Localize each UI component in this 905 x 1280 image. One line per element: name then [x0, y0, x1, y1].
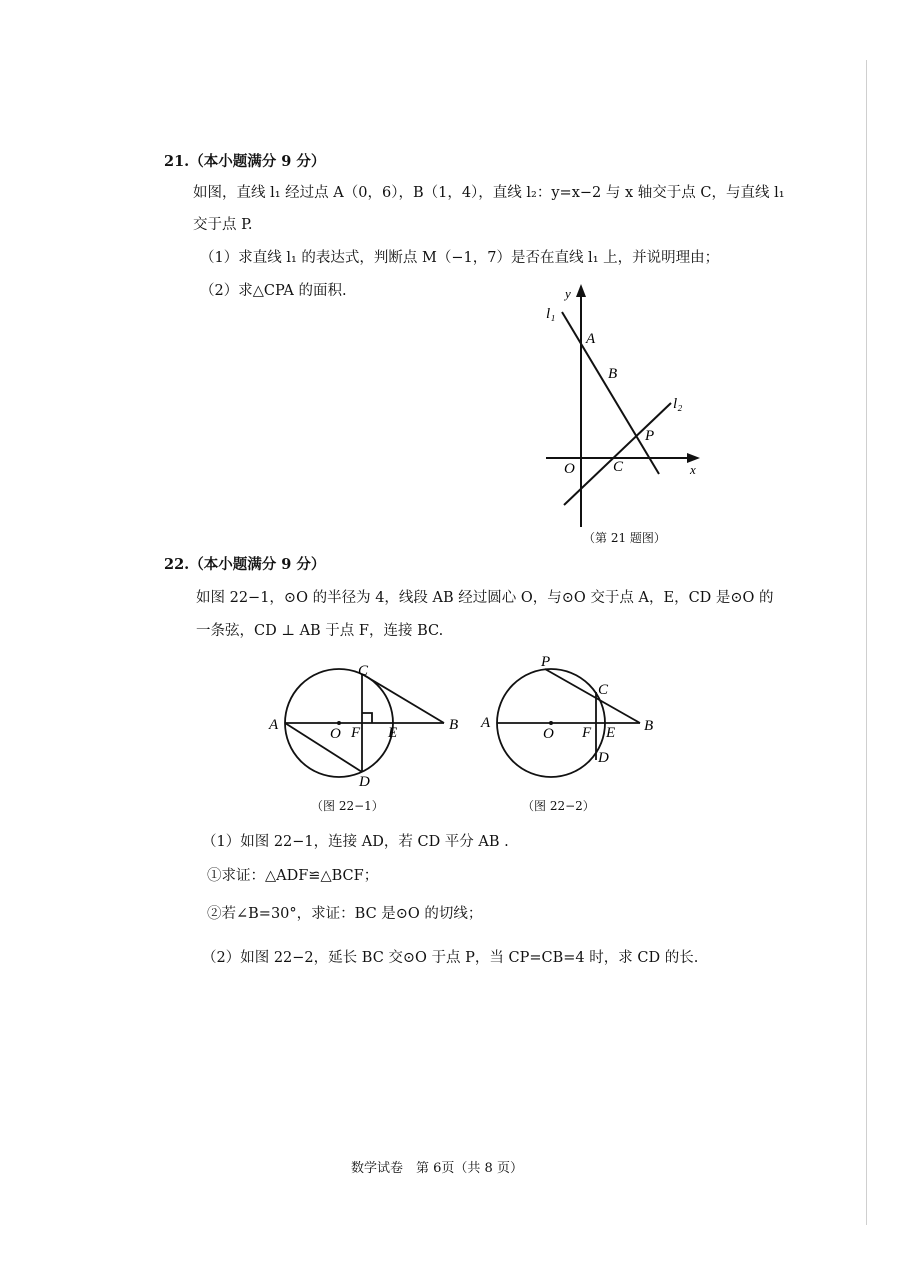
label-P: P	[645, 428, 655, 444]
fig1-label-B: B	[449, 717, 459, 733]
fig2-label-F: F	[582, 725, 592, 741]
q22-sub1: ①求证：△ADF≌△BCF；	[207, 868, 379, 884]
page-footer: 数学试卷 第 6页（共 8 页）	[351, 1161, 523, 1176]
fig1-label-E: E	[388, 725, 398, 741]
fig2-label-C: C	[598, 682, 609, 698]
q22-part2: （2）如图 22−2，延长 BC 交⊙O 于点 P，当 CP=CB=4 时，求 CD 的长.	[202, 950, 699, 966]
q21-part1: （1）求直线 l₁ 的表达式，判断点 M（−1，7）是否在直线 l₁ 上，并说明理由；	[200, 250, 720, 266]
q22-line2: 一条弦，CD ⊥ AB 于点 F，连接 BC.	[196, 623, 444, 639]
fig2-label-B: B	[644, 718, 654, 734]
fig2-label-D: D	[598, 750, 609, 766]
label-C: C	[613, 459, 624, 475]
q22-sub2: ②若∠B=30°，求证：BC 是⊙O 的切线；	[207, 906, 483, 922]
label-O: O	[564, 461, 575, 477]
q21-header: 21.（本小题满分 9 分）	[164, 153, 326, 170]
fig1-label-O: O	[330, 726, 341, 742]
q21-part2: （2）求△CPA 的面积.	[200, 283, 347, 299]
segment-PB-2	[545, 669, 640, 723]
label-l1: l₁	[546, 306, 556, 322]
fig2-label-P: P	[541, 654, 551, 670]
label-x: x	[690, 462, 696, 477]
fig1-label-A: A	[269, 717, 279, 733]
label-l2: l₂	[673, 396, 683, 412]
fig2-label-E: E	[606, 725, 616, 741]
fig1-caption: （图 22−1）	[311, 799, 384, 813]
center-dot-2	[549, 721, 553, 725]
fig2-label-O: O	[543, 726, 554, 742]
label-B: B	[608, 366, 618, 382]
fig1-label-D: D	[359, 774, 370, 790]
q21-line1: 如图，直线 l₁ 经过点 A（0，6），B（1，4），直线 l₂：y=x−2 与 x 轴交于点 C，与直线 l₁	[193, 185, 785, 201]
label-A: A	[586, 331, 596, 347]
fig2-caption: （图 22−2）	[522, 799, 595, 813]
fig2-label-A: A	[481, 715, 491, 731]
q22-header: 22.（本小题满分 9 分）	[164, 556, 326, 573]
q22-line1: 如图 22−1，⊙O 的半径为 4，线段 AB 经过圆心 O，与⊙O 交于点 A，E，CD 是⊙O 的	[196, 590, 774, 606]
q22-part1: （1）如图 22−1，连接 AD，若 CD 平分 AB .	[202, 834, 509, 850]
fig1-label-C: C	[358, 663, 369, 679]
q21-caption: （第 21 题图）	[583, 531, 666, 545]
label-y: y	[565, 286, 571, 301]
fig1-label-F: F	[351, 725, 361, 741]
q21-line2: 交于点 P.	[193, 217, 253, 233]
